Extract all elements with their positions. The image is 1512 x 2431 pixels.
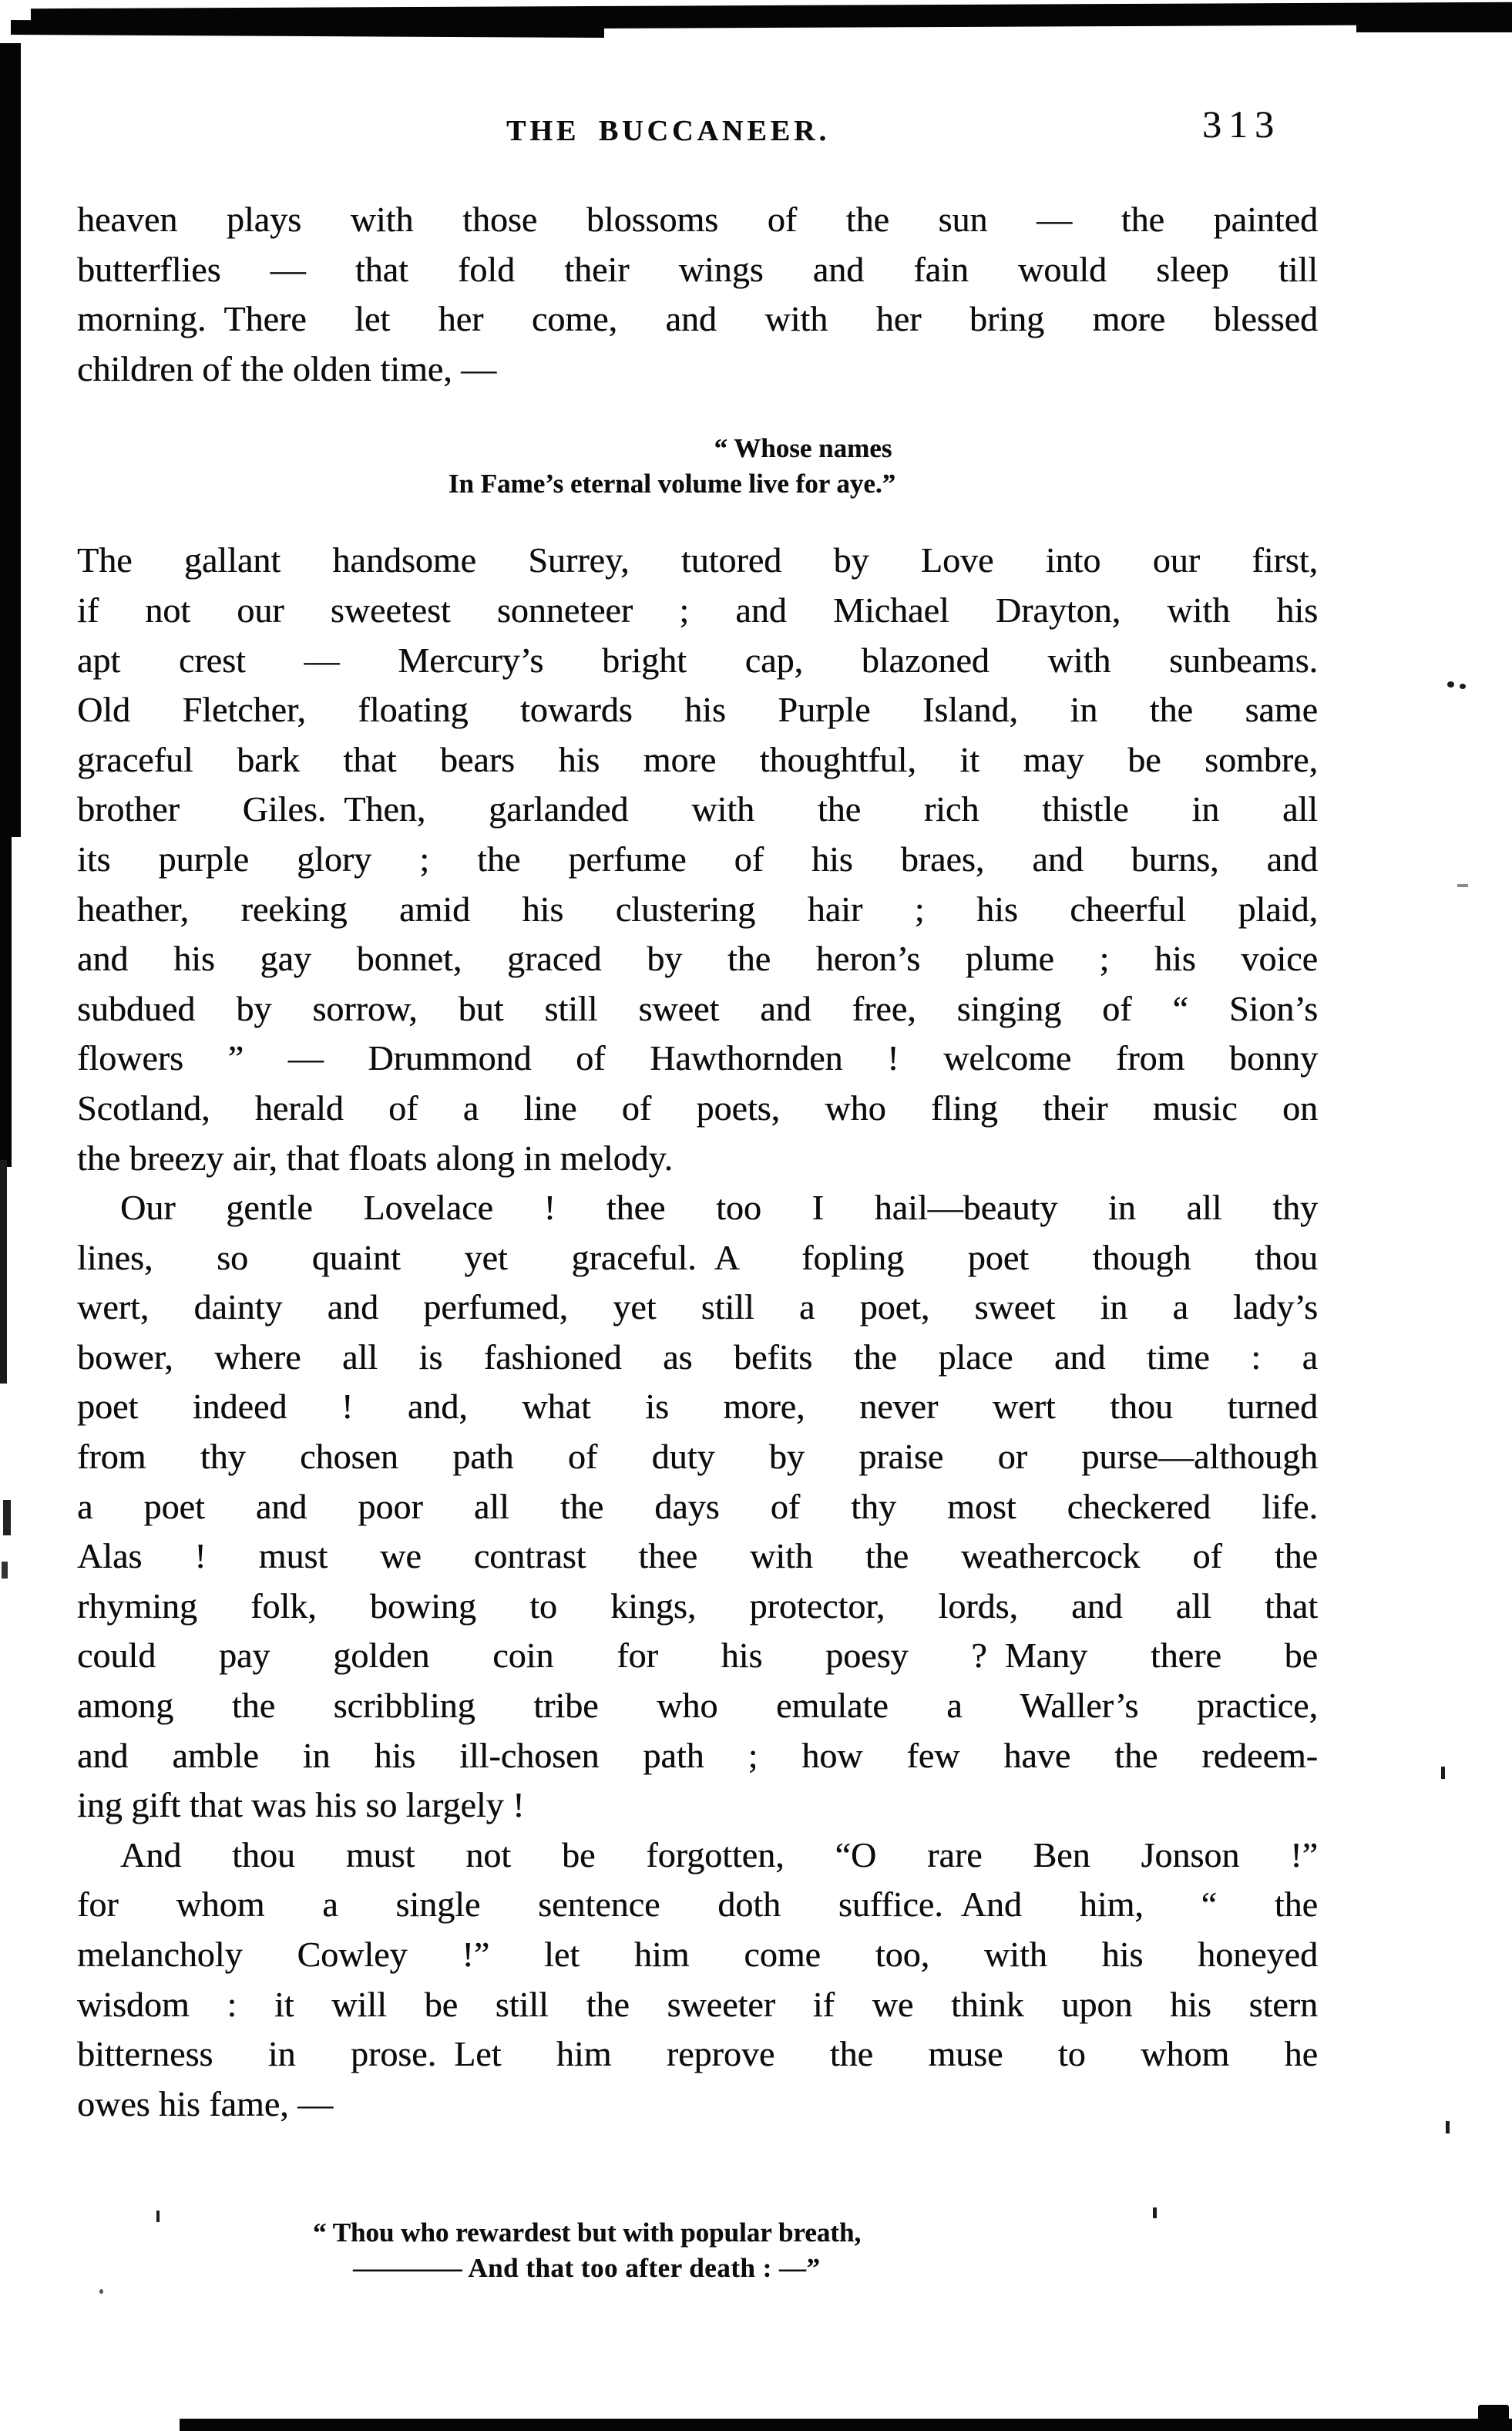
text-line: owes his fame, — [77,2083,334,2123]
text-line: its purple glory ; the perfume of his braes, and burns, and [77,839,1318,879]
scan-speck [99,2289,103,2294]
text-line: graceful bark that bears his more thoughtful, it may be sombre, [77,739,1318,779]
text-line: Our gentle Lovelace ! thee too I hail—beauty in all thy [120,1188,1318,1228]
text-line: if not our sweetest sonneteer ; and Michael Drayton, with his [77,590,1318,630]
text-line: could pay golden coin for his poesy ? Many there be [77,1636,1318,1676]
scan-speck [1446,2121,1450,2133]
bottom-border-bar [180,2419,1512,2431]
text-line: Scotland, herald of a line of poets, who fling their music on [77,1088,1318,1128]
scan-speck [156,2211,160,2222]
scan-speck [1457,884,1468,887]
text-line: melancholy Cowley !” let him come too, with his honeyed [77,1935,1318,1974]
verse-quote [77,431,1318,502]
top-border-bar-left [11,20,604,38]
text-line: And thou must not be forgotten, “O rare Ben Jonson !” [120,1834,1318,1875]
paragraph [77,536,1318,1183]
text-line: bitterness in prose. Let him reprove the muse to whom he [77,2034,1318,2074]
text-line: flowers ” — Drummond of Hawthornden ! welcome from bonny [77,1038,1318,1078]
verse-quote [77,2215,1318,2286]
text-line: wert, dainty and perfumed, yet still a poet, sweet in a lady’s [77,1287,1318,1327]
scan-speck [1447,681,1454,688]
text-line: butterflies — that fold their wings and fain would sleep till [77,249,1318,289]
paragraph [77,195,1318,394]
text-line: from thy chosen path of duty by praise or purse—although [77,1437,1318,1477]
text-line: children of the olden time, — [77,348,497,388]
text-line: poet indeed ! and, what is more, never wert thou turned [77,1387,1318,1427]
text-line: subdued by sorrow, but still sweet and free, singing of “ Sion’s [77,988,1318,1028]
text-line: the breezy air, that floats along in melody. [77,1138,674,1178]
scan-speck [1441,1767,1445,1779]
text-line: among the scribbling tribe who emulate a Waller’s practice, [77,1686,1318,1726]
left-border-dash [3,1500,11,1535]
left-border-dash-2 [2,1562,8,1579]
paragraph [77,1831,1318,2130]
scan-speck [1153,2207,1157,2218]
text-line: ing gift that was his so largely ! [77,1785,525,1825]
text-line: a poet and poor all the days of thy most checkered life. [77,1486,1318,1526]
page-number: 313 [1202,103,1281,146]
left-border-bar-lower [0,831,12,1167]
scan-speck [1460,684,1466,689]
ink-blob [1478,2405,1509,2422]
text-line: heather, reeking amid his clustering hair ; his cheerful plaid, [77,889,1318,929]
text-line: The gallant handsome Surrey, tutored by Love into our first, [77,540,1318,580]
text-column [77,195,1318,2286]
text-line: and amble in his ill-chosen path ; how few have the redeem- [77,1735,1318,1775]
text-line: brother Giles. Then, garlanded with the rich thistle in all [77,789,1318,829]
text-line: morning. There let her come, and with her bring more blessed [77,299,1318,339]
left-border-bar [0,43,21,837]
verse-line: “ Thou who rewardest but with popular breath, [313,2217,862,2248]
text-line: Old Fletcher, floating towards his Purple Island, in the same [77,690,1318,730]
running-title: THE BUCCANEER. [506,115,830,147]
text-line: and his gay bonnet, graced by the heron’s plume ; his voice [77,939,1318,979]
text-line: Alas ! must we contrast thee with the weathercock of the [77,1536,1318,1576]
top-border-bar-right [1356,3,1512,32]
text-line: wisdom : it will be still the sweeter if we think upon his stern [77,1984,1318,2024]
paragraph [77,1183,1318,1831]
text-line: apt crest — Mercury’s bright cap, blazoned with sunbeams. [77,640,1318,680]
left-border-bar-faint [0,1160,7,1384]
text-line: lines, so quaint yet graceful. A fopling poet though thou [77,1237,1318,1277]
text-line: rhyming folk, bowing to kings, protector, lords, and all that [77,1585,1318,1626]
text-line: for whom a single sentence doth suffice. And him, “ the [77,1885,1318,1925]
text-line: heaven plays with those blossoms of the sun — the painted [77,200,1318,239]
verse-line: “ Whose names [714,433,892,464]
text-line: bower, where all is fashioned as befits the place and time : a [77,1337,1318,1377]
verse-line: In Fame’s eternal volume live for aye.” [448,469,896,499]
verse-line: ———— And that too after death : —” [353,2253,821,2284]
